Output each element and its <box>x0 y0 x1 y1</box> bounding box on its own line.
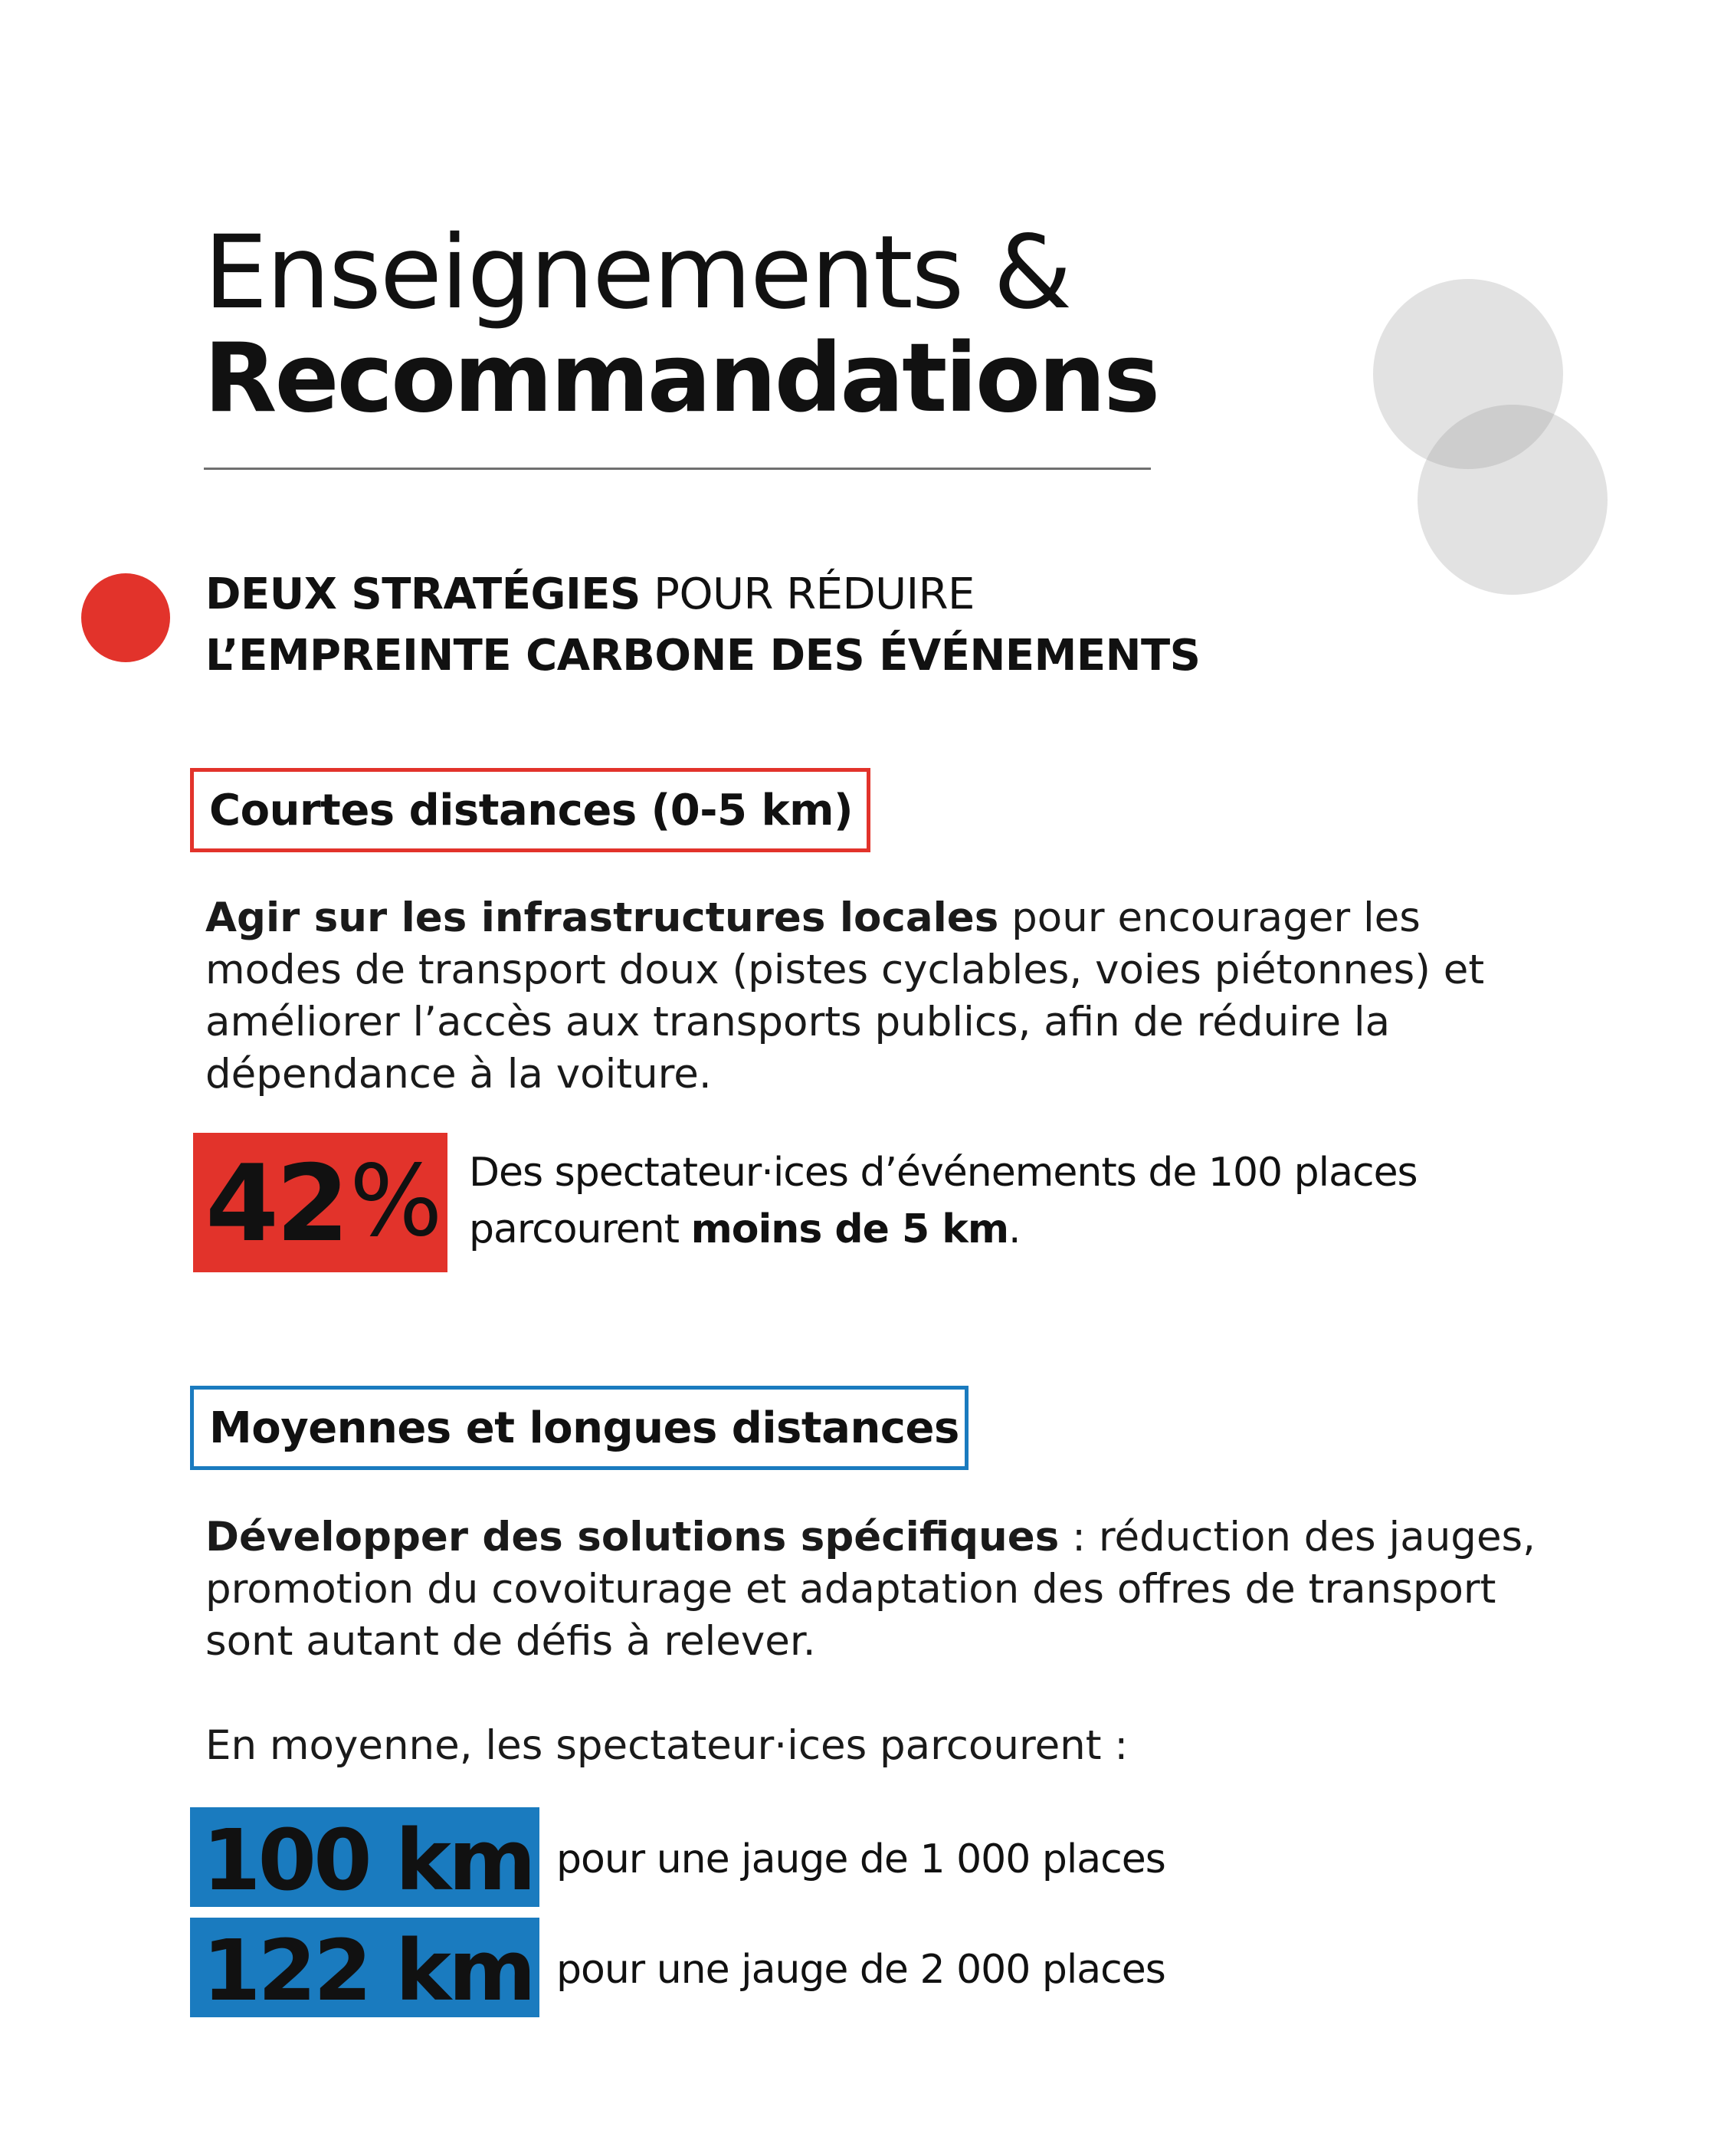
distance-description: pour une jauge de 2 000 places <box>556 1947 1165 1993</box>
short-distances-label <box>190 768 870 852</box>
stat-number: 42 <box>205 1142 347 1265</box>
long-distances-label-text: Moyennes et longues distances <box>209 1403 959 1453</box>
long-distances-paragraph-rest: : réduction des jauges, promotion du covoiturage et adaptation des offres de transport sont autant de défis à relever. <box>205 1514 1536 1665</box>
stat-description-line2 <box>469 1206 1021 1252</box>
stat-description-bold: moins de 5 km <box>690 1206 1009 1252</box>
strategies-heading-line1 <box>205 569 975 619</box>
short-distances-paragraph-bold: Agir sur les infrastructures locales <box>205 894 999 941</box>
long-distances-paragraph <box>205 1511 1569 1668</box>
stat-description-pre: parcourent <box>469 1206 691 1252</box>
page-title-line2: Recommandations <box>204 323 1159 434</box>
page-title-line1: Enseignements & <box>204 214 1071 332</box>
distance-value: 122 km <box>202 1921 533 2020</box>
distance-value: 100 km <box>202 1811 533 1909</box>
long-distances-label <box>190 1386 969 1470</box>
stat-description-line1: Des spectateur·ices d’événements de 100 places <box>469 1150 1418 1196</box>
decorative-circle-bottom <box>1418 405 1608 595</box>
strategies-heading-rest: POUR RÉDUIRE <box>640 569 975 619</box>
average-intro: En moyenne, les spectateur·ices parcourent : <box>205 1722 1129 1769</box>
strategies-heading-line2: L’EMPREINTE CARBONE DES ÉVÉNEMENTS <box>205 631 1201 681</box>
short-distances-label-text: Courtes distances (0-5 km) <box>209 785 854 835</box>
stat-percent-sign: % <box>349 1144 443 1258</box>
distance-description: pour une jauge de 1 000 places <box>556 1836 1165 1882</box>
long-distances-paragraph-bold: Développer des solutions spécifiques <box>205 1514 1060 1560</box>
stat-description-post: . <box>1008 1206 1021 1252</box>
short-distances-paragraph <box>205 892 1569 1101</box>
title-divider <box>204 468 1151 470</box>
red-dot-icon <box>81 573 170 662</box>
short-distances-paragraph-rest: pour encourager les modes de transport doux (pistes cyclables, voies piétonnes) et améliorer l’accès aux transports publics, afin de réduire la dépendance à la voiture. <box>205 894 1485 1098</box>
strategies-heading-bold: DEUX STRATÉGIES <box>205 569 641 619</box>
